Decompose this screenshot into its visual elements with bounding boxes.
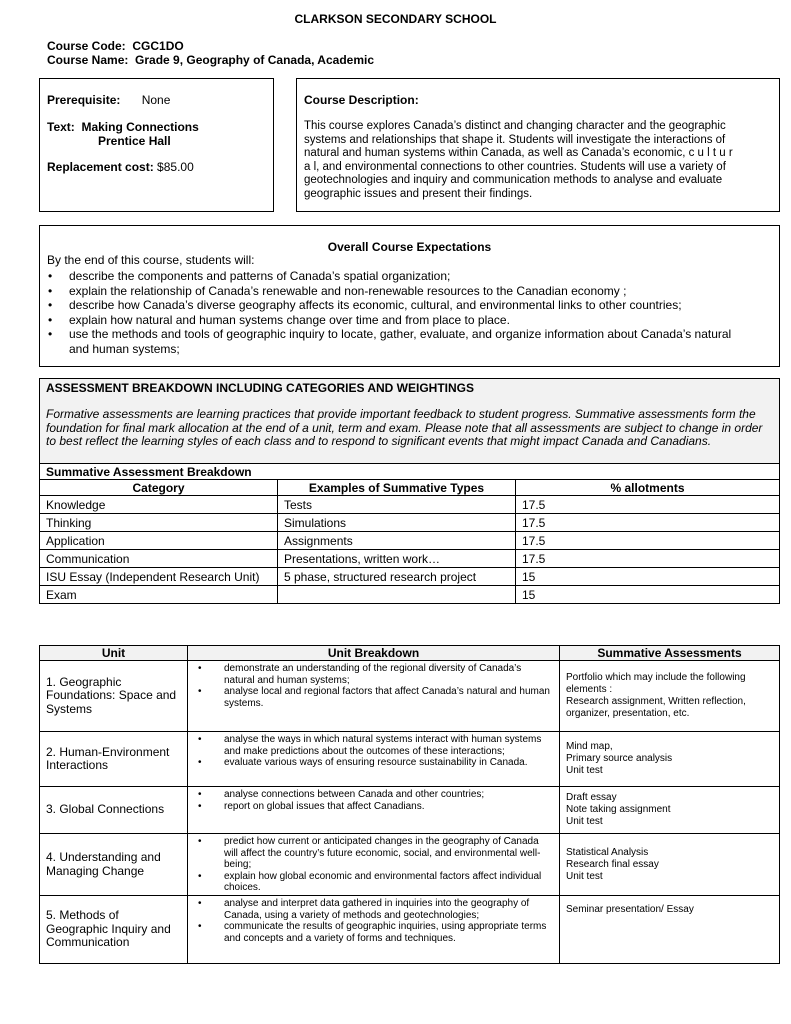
unit-row — [40, 787, 780, 834]
assessment-item: Statistical Analysis — [566, 846, 649, 858]
percent-cell: 17.5 — [516, 550, 780, 568]
category-cell: Communication — [40, 550, 278, 568]
assessment-item: Research final essay — [566, 858, 659, 870]
description-line: a l, and environmental connections to other countries. Students will use a variety of — [304, 160, 726, 173]
breakdown-item: • explain how global economic and environmental factors affect individual choices. — [194, 871, 553, 894]
unit-breakdown — [188, 896, 560, 964]
textbook-line — [47, 120, 199, 134]
unit-breakdown — [188, 732, 560, 787]
prerequisite-value: None — [141, 93, 171, 107]
expectation-item: • describe how Canada’s diverse geography affects its economic, cultural, and environmental links to other countries; — [47, 298, 747, 313]
assessment-item: Mind map, — [566, 741, 613, 752]
expectations-box — [39, 225, 780, 367]
column-header-breakdown: Unit Breakdown — [188, 646, 560, 661]
example-cell: Assignments — [278, 532, 516, 550]
unit-name: 2. Human-Environment Interactions — [40, 732, 188, 787]
assessment-heading-row — [40, 379, 780, 464]
unit-assessments — [560, 834, 780, 896]
unit-row — [40, 661, 780, 732]
percent-cell: 17.5 — [516, 496, 780, 514]
unit-row — [40, 732, 780, 787]
textbook-label: Text: — [47, 120, 75, 134]
column-header-examples: Examples of Summative Types — [278, 480, 516, 496]
column-header-assessments: Summative Assessments — [560, 646, 780, 661]
unit-row — [40, 834, 780, 896]
table-row — [40, 550, 780, 568]
description-line: systems and relationships that shape it. Students will investigate the interactions of — [304, 133, 726, 146]
expectations-intro: By the end of this course, students will: — [47, 253, 255, 267]
units-table — [39, 645, 780, 964]
category-cell: Exam — [40, 586, 278, 604]
breakdown-item: • analyse connections between Canada and other countries; — [194, 789, 553, 801]
assessment-item: Seminar presentation/ Essay — [566, 904, 694, 915]
assessment-item: Note taking assignment — [566, 804, 671, 815]
textbook-title: Making Connections — [81, 120, 199, 134]
table-row — [40, 496, 780, 514]
unit-breakdown — [188, 661, 560, 732]
description-line: natural and human systems within Canada, as well as Canada’s economic, c u l t u r — [304, 147, 733, 159]
course-description-box — [296, 78, 780, 212]
prerequisite-line — [47, 93, 170, 107]
assessment-item: Portfolio which may include the following elements : — [566, 672, 746, 695]
breakdown-item: • predict how current or anticipated changes in the geography of Canada will affect the country’s future economic, social, and environmental well-being; — [194, 836, 553, 871]
breakdown-item: • report on global issues that affect Canadians. — [194, 801, 553, 813]
unit-name: 3. Global Connections — [40, 787, 188, 834]
column-header-percent: % allotments — [516, 480, 780, 496]
percent-cell: 15 — [516, 586, 780, 604]
breakdown-item: • analyse and interpret data gathered in inquiries into the geography of Canada, using a variety of methods and geotechnologies; — [194, 898, 553, 921]
assessment-item: Research assignment, Written reflection, organizer, presentation, etc. — [566, 696, 746, 719]
breakdown-item: • evaluate various ways of ensuring resource sustainability in Canada. — [194, 757, 553, 769]
assessment-header-row — [40, 480, 780, 496]
summative-title: Summative Assessment Breakdown — [40, 464, 780, 480]
course-name: Grade 9, Geography of Canada, Academic — [135, 53, 374, 67]
expectation-item: • explain how natural and human systems change over time and from place to place. — [47, 313, 747, 328]
table-row — [40, 586, 780, 604]
replacement-cost-line — [47, 160, 194, 174]
unit-assessments — [560, 787, 780, 834]
expectation-item: • use the methods and tools of geographic inquiry to locate, gather, evaluate, and organize information about Canada’s natural and human systems; — [47, 327, 747, 356]
breakdown-item: • communicate the results of geographic inquiries, using appropriate terms and concepts and a variety of forms and techniques. — [194, 921, 553, 944]
expectation-item: • describe the components and patterns of Canada’s spatial organization; — [47, 269, 747, 284]
replacement-cost-label: Replacement cost: — [47, 160, 154, 174]
description-title: Course Description: — [304, 93, 419, 107]
course-code: CGC1DO — [132, 39, 184, 53]
school-title: CLARKSON SECONDARY SCHOOL — [294, 12, 497, 26]
percent-cell: 17.5 — [516, 532, 780, 550]
assessment-heading: ASSESSMENT BREAKDOWN INCLUDING CATEGORIES AND WEIGHTINGS — [46, 381, 475, 395]
category-cell: Application — [40, 532, 278, 550]
description-line: This course explores Canada’s distinct and changing character and the geographic — [304, 120, 726, 132]
breakdown-item: • analyse local and regional factors that affect Canada’s natural and human systems. — [194, 686, 553, 709]
example-cell: Simulations — [278, 514, 516, 532]
example-cell: 5 phase, structured research project — [278, 568, 516, 586]
assessment-item: Unit test — [566, 816, 603, 827]
assessment-item: Unit test — [566, 870, 603, 882]
expectation-item: • explain the relationship of Canada’s renewable and non-renewable resources to the Canadian economy ; — [47, 284, 747, 299]
course-header — [47, 39, 374, 67]
table-row — [40, 532, 780, 550]
course-code-label: Course Code: — [47, 39, 126, 53]
unit-row — [40, 896, 780, 964]
column-header-unit: Unit — [40, 646, 188, 661]
breakdown-item: • demonstrate an understanding of the regional diversity of Canada’s natural and human systems; — [194, 663, 553, 686]
assessment-heading-cell — [40, 379, 780, 464]
assessment-note: Formative assessments are learning practices that provide important feedback to student progress. Summative assessments form the foundation for final mark allocation at the end of a unit, term and exam. Please note that all assessments are subject to change in order to best reflect the learning styles of each class and to respond to significant events that might impact Canada and Canadians. — [46, 407, 763, 448]
unit-name: 1. Geographic Foundations: Space and Systems — [40, 661, 188, 732]
unit-name: 4. Understanding and Managing Change — [40, 834, 188, 896]
textbook-publisher: Prentice Hall — [98, 134, 171, 148]
unit-assessments — [560, 896, 780, 964]
assessment-item: Primary source analysis — [566, 753, 673, 764]
unit-assessments — [560, 732, 780, 787]
description-line: geographic issues and present their findings. — [304, 187, 533, 200]
description-line: geotechnologies and inquiry and communication methods to analyse and evaluate — [304, 174, 723, 186]
course-name-line — [47, 53, 374, 67]
example-cell: Presentations, written work… — [278, 550, 516, 568]
replacement-cost-value: $85.00 — [157, 160, 194, 174]
summative-title-row — [40, 464, 780, 480]
example-cell: Tests — [278, 496, 516, 514]
course-name-label: Course Name: — [47, 53, 129, 67]
unit-breakdown — [188, 787, 560, 834]
unit-breakdown — [188, 834, 560, 896]
category-cell: Knowledge — [40, 496, 278, 514]
category-cell: Thinking — [40, 514, 278, 532]
course-info-box — [39, 78, 274, 212]
percent-cell: 15 — [516, 568, 780, 586]
breakdown-item: • analyse the ways in which natural systems interact with human systems and make predictions about the outcomes of these interactions; — [194, 734, 553, 757]
description-body — [304, 120, 776, 201]
percent-cell: 17.5 — [516, 514, 780, 532]
table-row — [40, 514, 780, 532]
column-header-category: Category — [40, 480, 278, 496]
unit-name: 5. Methods of Geographic Inquiry and Communication — [40, 896, 188, 964]
assessment-item: Unit test — [566, 765, 603, 776]
expectations-title: Overall Course Expectations — [327, 240, 492, 254]
category-cell: ISU Essay (Independent Research Unit) — [40, 568, 278, 586]
expectations-list — [47, 269, 747, 356]
assessment-table — [39, 378, 780, 604]
prerequisite-label: Prerequisite: — [47, 93, 121, 107]
table-row — [40, 568, 780, 586]
units-header-row — [40, 646, 780, 661]
example-cell — [278, 586, 516, 604]
course-code-line — [47, 39, 374, 53]
unit-assessments — [560, 661, 780, 732]
assessment-item: Draft essay — [566, 792, 617, 803]
